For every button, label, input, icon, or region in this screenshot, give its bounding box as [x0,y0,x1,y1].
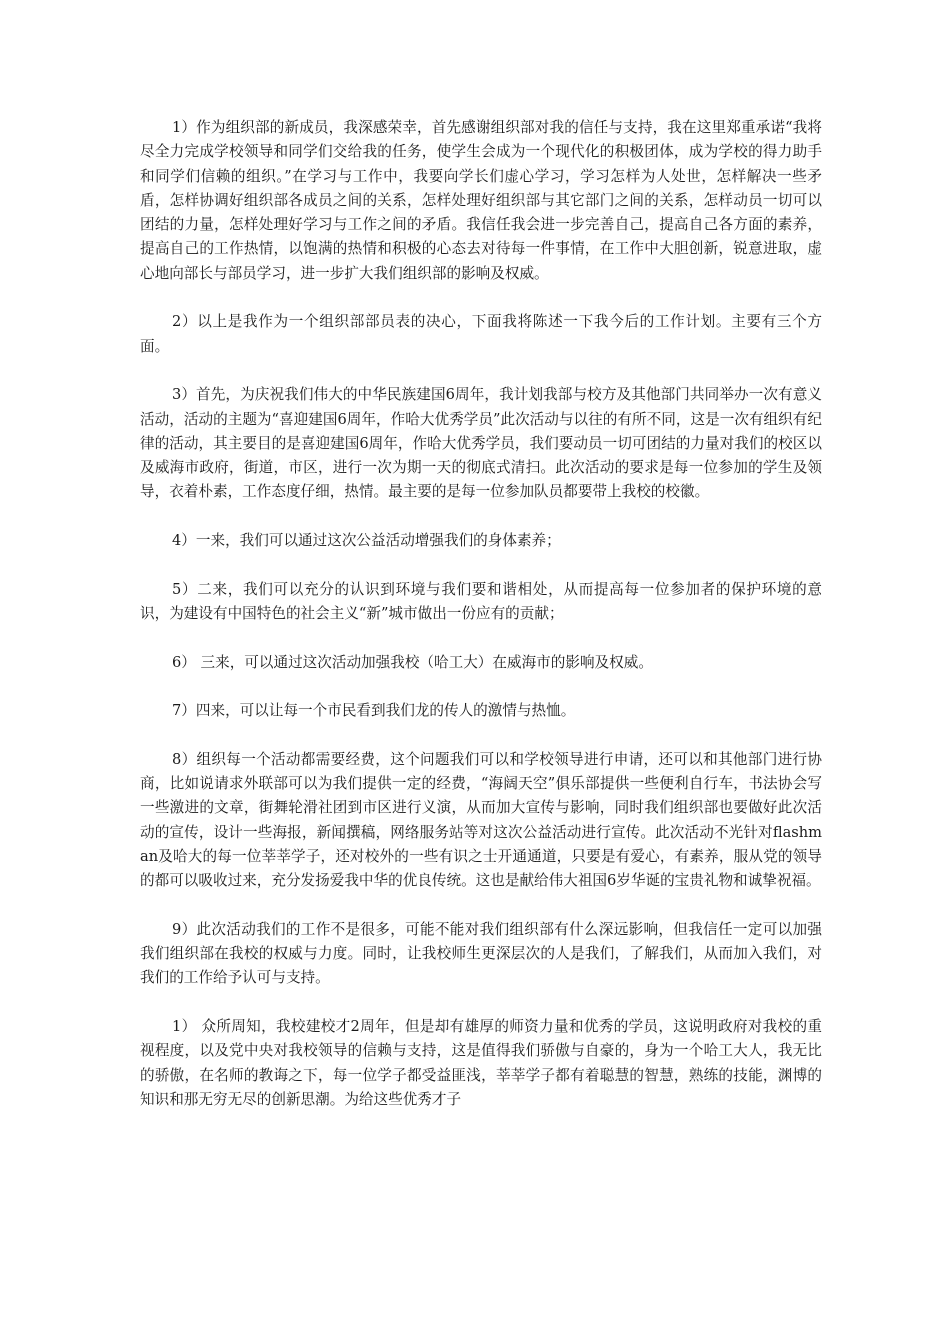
paragraph-8: 8）组织每一个活动都需要经费，这个问题我们可以和学校领导进行申请，还可以和其他部门进行协商，比如说请求外联部可以为我们提供一定的经费，“海阔天空”俱乐部提供一些便利自行车，书法协会写一些激进的文章，街舞轮滑社团到市区进行义演，从而加大宣传与影响，同时我们组织部也要做好此次活动的宣传，设计一些海报，新闻撰稿，网络服务站等对这次公益活动进行宣传。此次活动不光针对flashman及哈大的每一位莘莘学子，还对校外的一些有识之士开通通道，只要是有爱心，有素养，服从党的领导的都可以吸收过来，充分发扬爱我中华的优良传统。这也是献给伟大祖国6岁华诞的宝贵礼物和诚挚祝福。 [140,750,822,890]
paragraph-6: 6） 三来，可以通过这次活动加强我校（哈工大）在威海市的影响及权威。 [172,653,653,671]
paragraph-1: 1）作为组织部的新成员，我深感荣幸，首先感谢组织部对我的信任与支持，我在这里郑重承诺“我将尽全力完成学校领导和同学们交给我的任务，使学生会成为一个现代化的积极团体，成为学校的得力助手和同学们信赖的组织。”在学习与工作中，我要向学长们虚心学习，学习怎样为人处世，怎样解决一些矛盾，怎样协调好组织部各成员之间的关系，怎样处理好组织部与其它部门之间的关系，怎样动员一切可以团结的力量，怎样处理好学习与工作之间的矛盾。我信任我会进一步完善自己，提高自己各方面的素养，提高自己的工作热情，以饱满的热情和积极的心态去对待每一件事情，在工作中大胆创新，锐意进取，虚心地向部长与部员学习，进一步扩大我们组织部的影响及权威。 [140,119,822,282]
paragraph-7: 7）四来，可以让每一个市民看到我们龙的传人的激情与热恤。 [172,702,576,720]
paragraph-3: 3）首先，为庆祝我们伟大的中华民族建国6周年，我计划我部与校方及其他部门共同举办一次有意义活动，活动的主题为“喜迎建国6周年，作哈大优秀学员”此次活动与以往的有所不同，这是一次有组织有纪律的活动，其主要目的是喜迎建国6周年，作哈大优秀学员，我们要动员一切可团结的力量对我们的校区以及威海市政府，街道，市区，进行一次为期一天的彻底式清扫。此次活动的要求是每一位参加的学生及领导，衣着朴素，工作态度仔细，热情。最主要的是每一位参加队员都要带上我校的校徽。 [140,386,822,501]
document-page [140,116,822,1112]
paragraph-5: 5）二来，我们可以充分的认识到环境与我们要和谐相处，从而提高每一位参加者的保护环境的意识，为建设有中国特色的社会主义“新”城市做出一份应有的贡献； [140,580,822,622]
paragraph-10: 1） 众所周知，我校建校才2周年，但是却有雄厚的师资力量和优秀的学员，这说明政府对我校的重视程度，以及党中央对我校领导的信赖与支持，这是值得我们骄傲与自豪的，身为一个哈工大人，我无比的骄傲，在名师的教诲之下，每一位学子都受益匪浅，莘莘学子都有着聪慧的智慧，熟练的技能，渊博的知识和那无穷无尽的创新思潮。为给这些优秀才子 [140,1017,822,1108]
paragraph-9: 9）此次活动我们的工作不是很多，可能不能对我们组织部有什么深远影响，但我信任一定可以加强我们组织部在我校的权威与力度。同时，让我校师生更深层次的人是我们，了解我们，从而加入我们，对我们的工作给予认可与支持。 [140,920,822,987]
paragraph-2: 2）以上是我作为一个组织部部员表的决心，下面我将陈述一下我今后的工作计划。主要有三个方面。 [140,313,822,355]
paragraph-4: 4）一来，我们可以通过这次公益活动增强我们的身体素养； [172,532,561,550]
